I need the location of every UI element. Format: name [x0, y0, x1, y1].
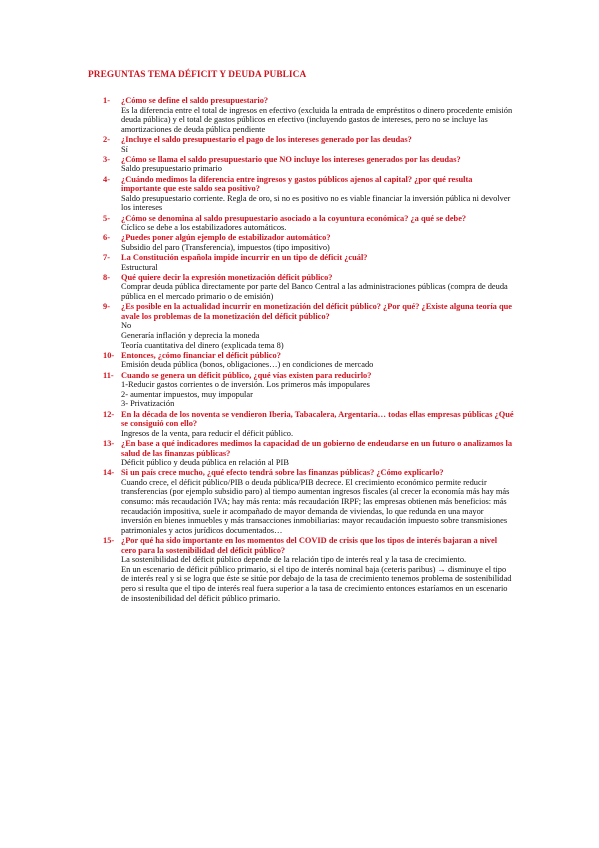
question-item [0, 96, 599, 134]
question-item [0, 253, 599, 272]
question-text: ¿Es posible en la actualidad incurrir en monetización del déficit público? ¿Por qué? ¿Existe alguna teoría que avale los problemas de la monetización del déficit público? [121, 302, 512, 321]
question-item [0, 155, 599, 174]
question-text: ¿Puedes poner algún ejemplo de estabilizador automático? [121, 233, 331, 243]
question-text: En la década de los noventa se vendieron Iberia, Tabacalera, Argentaria… todas ellas empresas públicas ¿Qué se consiguió con ello? [121, 409, 514, 429]
question-item [0, 302, 599, 350]
question-number: 7- [103, 253, 110, 263]
question-number: 6- [103, 233, 110, 243]
question-number: 3- [103, 154, 110, 164]
question-text: La Constitución española impide incurrir en un tipo de déficit ¿cuál? [121, 253, 368, 263]
answer-text: Es la diferencia entre el total de ingresos en efectivo (excluida la entrada de empréstitos o dinero procedente emisión deuda pública) y el total de gastos públicos en efectivo (incluyendo gastos de intereses, pero no se incluye las amortizaciones de deuda pública pendiente [121, 105, 513, 134]
question-item [0, 273, 599, 302]
document-title: PREGUNTAS TEMA DÉFICIT Y DEUDA PUBLICA [88, 70, 307, 80]
question-number: 9- [103, 302, 110, 312]
answer-text: 3- Privatización [121, 399, 175, 409]
answer-text: Cíclico se debe a los estabilizadores automáticos. [121, 223, 287, 233]
answer-text: Subsidio del paro (Transferencia), impuestos (tipo impositivo) [121, 242, 330, 252]
answer-text: Saldo presupuestario corriente. Regla de oro, si no es positivo no es viable financiar la inversión pública ni devolver los intereses [121, 193, 511, 213]
answer-text: Saldo presupuestario primario [121, 164, 222, 174]
question-text: ¿Por qué ha sido importante en los momentos del COVID de crisis que los tipos de interés bajaran a nivel cero para la sostenibilidad del déficit público? [121, 536, 498, 555]
question-number: 10- [103, 350, 115, 360]
question-item [0, 135, 599, 154]
question-number: 14- [103, 468, 115, 478]
answer-text: Sí [121, 144, 128, 154]
question-list [0, 96, 599, 603]
question-text: Qué quiere decir la expresión monetización déficit público? [121, 272, 333, 282]
question-text: ¿Cuándo medimos la diferencia entre ingresos y gastos públicos ajenos al capital? ¿por qué resulta importante que este saldo sea positivo? [121, 174, 473, 194]
question-number: 8- [103, 272, 110, 282]
question-number: 15- [103, 536, 115, 546]
answer-text: Estructural [121, 262, 158, 272]
question-number: 11- [103, 370, 114, 380]
answer-text: Cuando crece, el déficit público/PIB o deuda pública/PIB decrece. El crecimiento económico permite reducir transferencias (por ejemplo subsidio paro) al tiempo aumentan ingresos fiscales (al crecer la economía más hay más consumo: más recaudación IVA; hay más renta: más recaudación IRPF; las empresas obtienen más beneficios: más recaudación impositiva, suele ir acompañado de mayor demanda de viviendas, lo que redunda en una mayor inversión en bienes inmuebles y más transacciones inmobiliarias: mayor recaudación impuesto sobre transmisiones patrimoniales y actos jurídicos documentados… [121, 477, 510, 535]
question-item [0, 214, 599, 233]
question-item [0, 410, 599, 439]
question-item [0, 233, 599, 252]
question-number: 2- [103, 134, 110, 144]
question-item [0, 371, 599, 409]
question-text: ¿En base a qué indicadores medimos la capacidad de un gobierno de endeudarse en un futuro o analizamos la salud de las finanzas públicas? [121, 438, 513, 458]
question-number: 13- [103, 438, 115, 448]
answer-text: Teoría cuantitativa del dinero (explicada tema 8) [121, 340, 284, 350]
question-text: ¿Cómo se llama el saldo presupuestario que NO incluye los intereses generados por las deudas? [121, 154, 461, 164]
question-text: Si un país crece mucho, ¿qué efecto tendrá sobre las finanzas públicas? ¿Cómo explicarlo? [121, 468, 444, 478]
question-number: 4- [103, 174, 110, 184]
question-text: ¿Incluye el saldo presupuestario el pago de los intereses generado por las deudas? [121, 134, 412, 144]
question-number: 5- [103, 213, 110, 223]
question-item [0, 439, 599, 468]
question-item [0, 468, 599, 535]
answer-text: No [121, 321, 132, 331]
question-text: ¿Cómo se define el saldo presupuestario? [121, 96, 269, 105]
question-text: ¿Cómo se denomina al saldo presupuestario asociado a la coyuntura económica? ¿a qué se debe? [121, 213, 467, 223]
question-item [0, 351, 599, 370]
answer-text: Comprar deuda pública directamente por parte del Banco Central a las administraciones públicas (compra de deuda pública en el mercado primario o de emisión) [121, 282, 508, 302]
question-text: Cuando se genera un déficit público, ¿qué vías existen para reducirlo? [121, 370, 372, 380]
answer-text: Emisión deuda pública (bonos, obligaciones…) en condiciones de mercado [121, 360, 374, 370]
question-number: 12- [103, 409, 115, 419]
answer-text: 1-Reducir gastos corrientes o de inversión. Los primeros más impopulares [121, 380, 370, 390]
answer-text: Déficit público y deuda pública en relación al PIB [121, 458, 289, 468]
question-item [0, 536, 599, 603]
answer-text: Ingresos de la venta, para reducir el déficit público. [121, 428, 294, 438]
answer-text: 2- aumentar impuestos, muy impopular [121, 389, 253, 399]
question-text: Entonces, ¿cómo financiar el déficit público? [121, 350, 281, 360]
question-number: 1- [103, 96, 110, 105]
answer-text: En un escenario de déficit público primario, si el tipo de interés nominal baja (ceteris paribus) → disminuye el tipo de interés real y si se logra que éste se sitúe por debajo de la tasa de crecimiento tenemos problema de sostenibilidad pero si resulta que el tipo de interés real fuera superior a la tasa de crecimiento entonces estaríamos en un escenario de insostenibilidad del déficit público primario. [121, 564, 512, 603]
answer-text: Generaría inflación y deprecia la moneda [121, 331, 260, 340]
question-item [0, 175, 599, 213]
answer-text: La sostenibilidad del déficit público depende de la relación tipo de interés real y la tasa de crecimiento. [121, 555, 467, 565]
